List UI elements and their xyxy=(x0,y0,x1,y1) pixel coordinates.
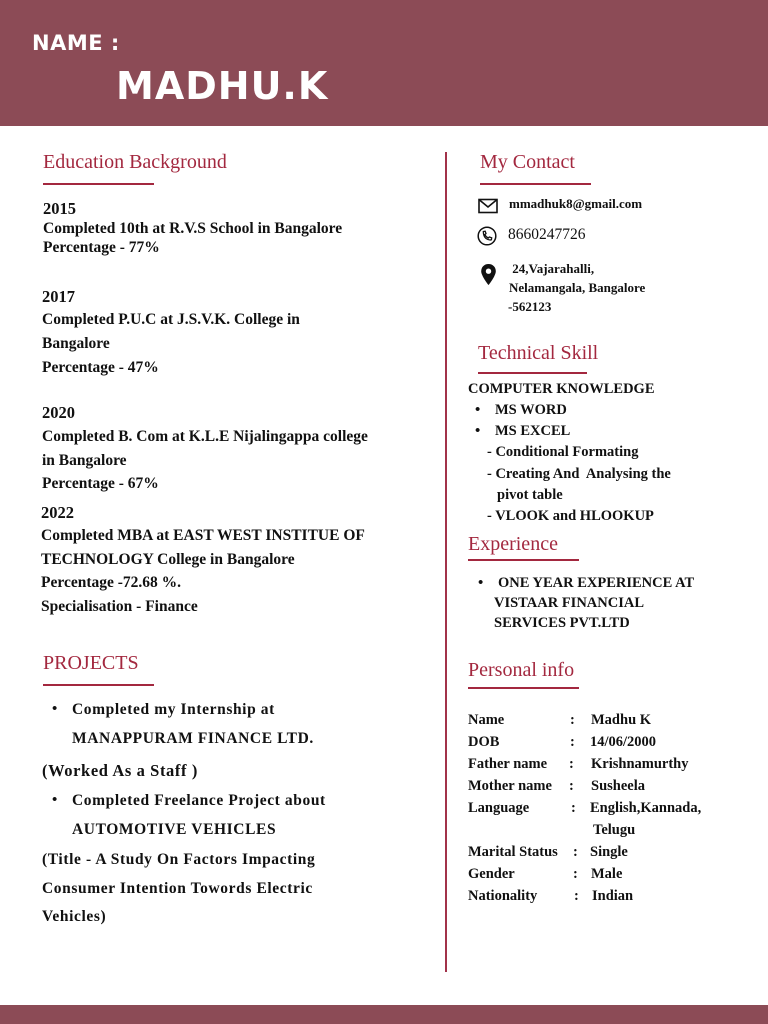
personal-mother-value: Susheela xyxy=(591,778,645,794)
edu-2020-line1: Completed B. Com at K.L.E Nijalingappa college xyxy=(42,428,368,445)
personal-name-key: Name xyxy=(468,712,505,728)
name-label: NAME : xyxy=(32,31,120,55)
experience-underline xyxy=(468,559,579,561)
personal-colon: : xyxy=(570,734,575,750)
contact-address-line3: -562123 xyxy=(508,299,552,314)
education-underline xyxy=(43,183,154,185)
contact-email: mmadhuk8@gmail.com xyxy=(509,196,643,211)
experience-line1: • ONE YEAR EXPERIENCE AT xyxy=(498,575,694,592)
phone-icon xyxy=(477,226,497,246)
edu-2022-year: 2022 xyxy=(41,503,74,522)
edu-2017-line1: Completed P.U.C at J.S.V.K. College in xyxy=(42,311,300,328)
personal-nationality-value: Indian xyxy=(592,888,634,904)
project-1-line2: MANAPPURAM FINANCE LTD. xyxy=(72,730,314,747)
skill-sub-conditional: - Conditional Formating xyxy=(487,444,639,460)
personal-colon: : xyxy=(571,800,576,816)
education-title: Education Background xyxy=(43,151,227,173)
personal-dob-value: 14/06/2000 xyxy=(590,734,657,750)
edu-2022-line1: Completed MBA at EAST WEST INSTITUE OF xyxy=(41,527,365,544)
project-2-line2: AUTOMOTIVE VEHICLES xyxy=(72,821,277,838)
personal-mother-key: Mother name xyxy=(468,778,552,794)
personal-underline xyxy=(468,687,579,689)
project-1-note: (Worked As a Staff ) xyxy=(42,761,198,780)
header-banner xyxy=(0,0,768,126)
project-2-note2: Consumer Intention Towords Electric xyxy=(42,880,313,897)
skill-item-ms-excel: • MS EXCEL xyxy=(495,423,570,440)
skill-sub-vlookup: - VLOOK and HLOOKUP xyxy=(487,508,654,524)
contact-address-line2: Nelamangala, Bangalore xyxy=(509,280,646,295)
personal-language-key: Language xyxy=(468,800,530,816)
contact-title: My Contact xyxy=(480,151,575,173)
personal-title: Personal info xyxy=(468,659,575,681)
location-pin-icon xyxy=(480,263,497,286)
projects-underline xyxy=(43,684,154,686)
edu-2022-line2: TECHNOLOGY College in Bangalore xyxy=(41,551,295,568)
personal-colon: : xyxy=(570,712,575,728)
personal-father-key: Father name xyxy=(468,756,548,772)
projects-title: PROJECTS xyxy=(43,652,139,674)
skill-sub-pivot-line2: pivot table xyxy=(497,487,563,503)
edu-2015-year: 2015 xyxy=(43,199,76,218)
personal-father-value: Krishnamurthy xyxy=(591,756,689,772)
contact-address-line1: 24,Vajarahalli, xyxy=(509,261,595,276)
personal-colon: : xyxy=(574,888,579,904)
project-2-line1: • Completed Freelance Project about xyxy=(72,792,326,810)
column-divider xyxy=(445,152,447,972)
personal-language-value1: English,Kannada, xyxy=(590,800,702,816)
skills-title: Technical Skill xyxy=(478,342,599,364)
skill-sub-pivot-line1: - Creating And Analysing the xyxy=(487,466,671,482)
project-2-note1: (Title - A Study On Factors Impacting xyxy=(42,851,316,868)
mail-icon xyxy=(478,198,498,214)
personal-colon: : xyxy=(569,778,574,794)
contact-underline xyxy=(480,183,591,185)
personal-marital-key: Marital Status xyxy=(468,844,558,860)
personal-nationality-key: Nationality xyxy=(468,888,538,904)
project-1-line1: • Completed my Internship at xyxy=(72,701,275,719)
skill-item-ms-word: • MS WORD xyxy=(495,402,567,419)
edu-2017-line2: Bangalore xyxy=(42,335,110,352)
edu-2015-line2: Percentage - 77% xyxy=(43,239,160,256)
personal-marital-value: Single xyxy=(590,844,628,860)
personal-gender-value: Male xyxy=(591,866,623,882)
edu-2015-line1: Completed 10th at R.V.S School in Bangalore xyxy=(43,220,343,237)
personal-colon: : xyxy=(569,756,574,772)
personal-name-value: Madhu K xyxy=(591,712,652,728)
edu-2020-line3: Percentage - 67% xyxy=(42,475,159,492)
experience-title: Experience xyxy=(468,533,558,555)
edu-2022-line3: Percentage -72.68 %. xyxy=(41,574,182,591)
skills-heading: COMPUTER KNOWLEDGE xyxy=(468,381,655,397)
edu-2017-year: 2017 xyxy=(42,287,75,306)
edu-2020-line2: in Bangalore xyxy=(42,452,127,469)
personal-dob-key: DOB xyxy=(468,734,500,750)
candidate-name: MADHU.K xyxy=(116,64,329,108)
personal-language-value2: Telugu xyxy=(593,822,636,838)
personal-gender-key: Gender xyxy=(468,866,515,882)
contact-phone: 8660247726 xyxy=(508,226,586,243)
edu-2017-line3: Percentage - 47% xyxy=(42,359,159,376)
experience-line2: VISTAAR FINANCIAL xyxy=(494,595,644,611)
edu-2020-year: 2020 xyxy=(42,403,75,422)
edu-2022-line4: Specialisation - Finance xyxy=(41,598,198,615)
project-2-note3: Vehicles) xyxy=(42,908,107,925)
experience-line3: SERVICES PVT.LTD xyxy=(494,615,630,631)
personal-colon: : xyxy=(573,866,578,882)
skills-underline xyxy=(478,372,587,374)
personal-colon: : xyxy=(573,844,578,860)
footer-bar xyxy=(0,1005,768,1024)
